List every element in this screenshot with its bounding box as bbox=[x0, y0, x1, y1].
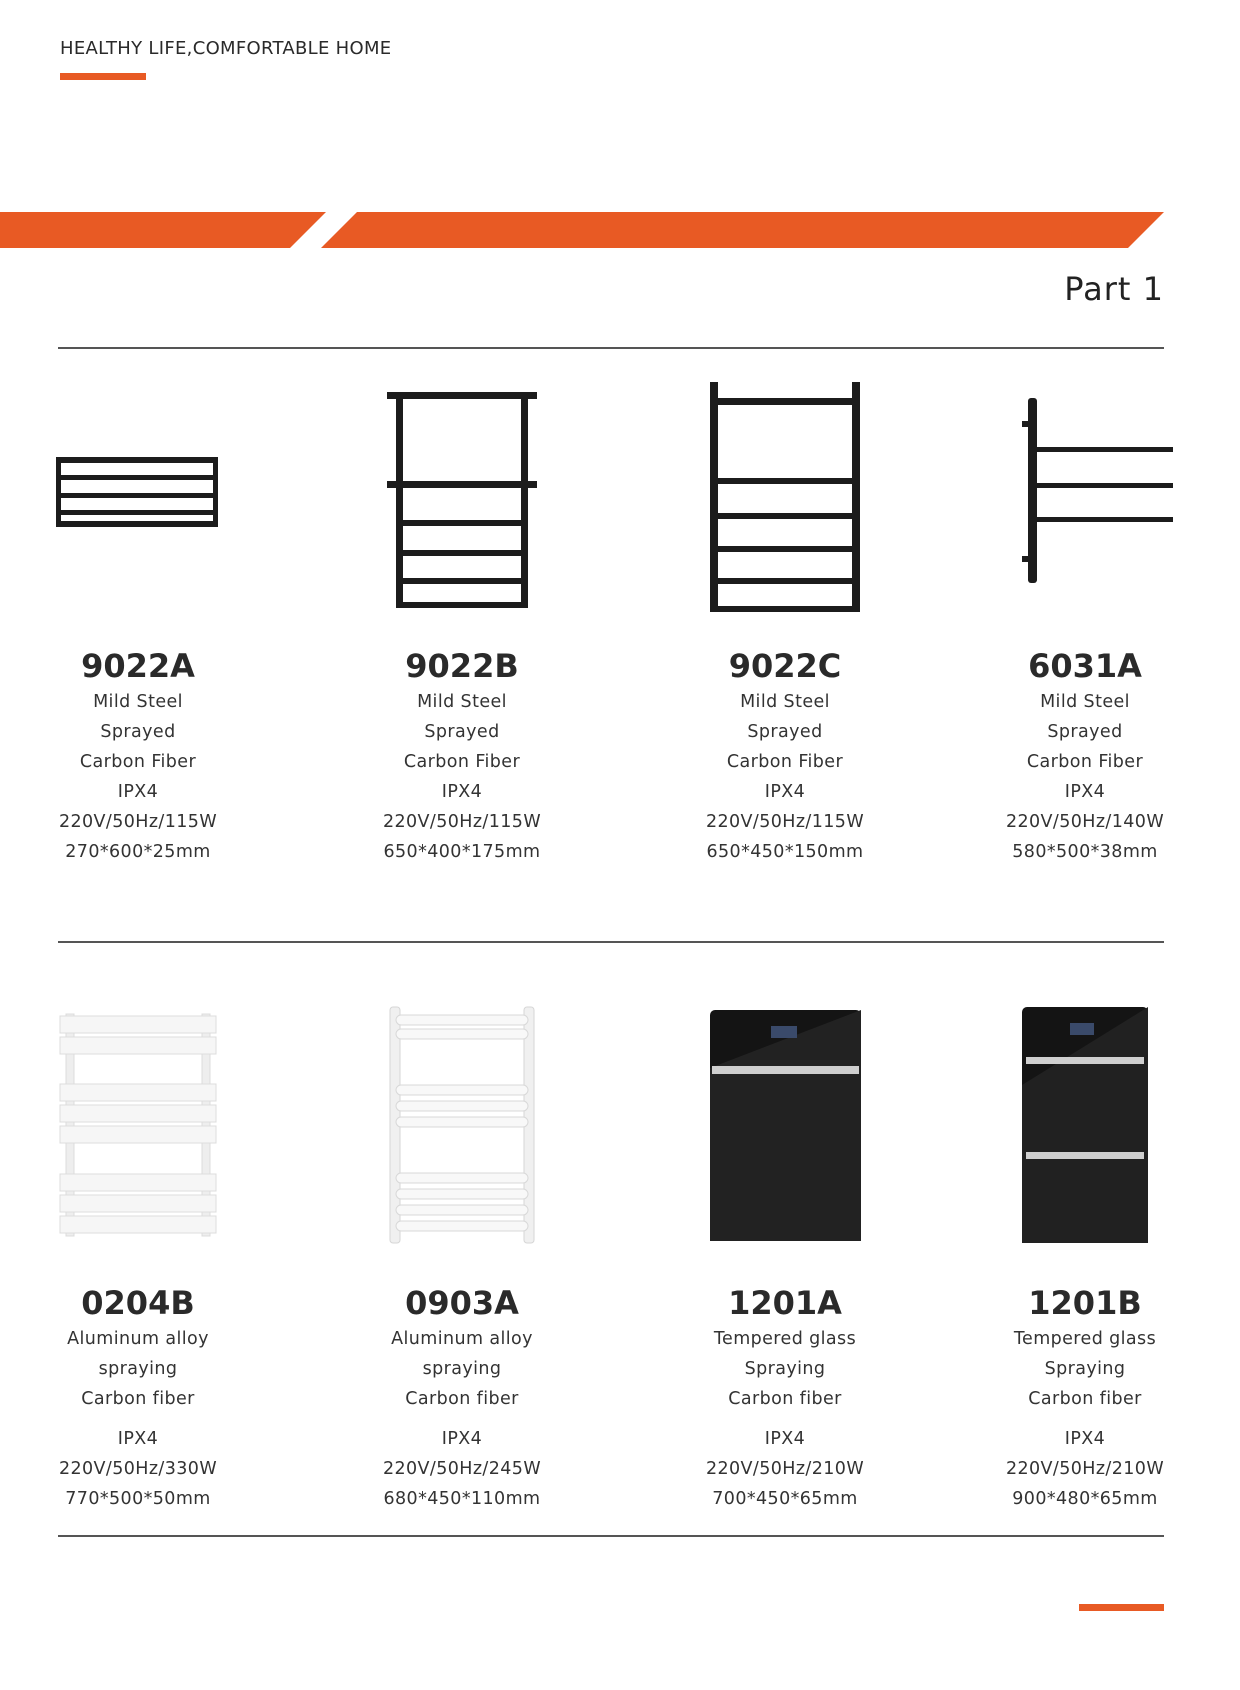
product-image bbox=[8, 360, 268, 625]
product-image bbox=[332, 990, 592, 1260]
product-image bbox=[655, 990, 915, 1260]
product-card-1201a bbox=[655, 990, 915, 1514]
tagline-underline bbox=[60, 73, 146, 80]
spec-ip-rating: IPX4 bbox=[441, 782, 483, 802]
model-number: 1201B bbox=[1028, 1284, 1142, 1322]
page-tagline: HEALTHY LIFE,COMFORTABLE HOME bbox=[60, 38, 392, 59]
spec-ip-rating: IPX4 bbox=[764, 782, 806, 802]
spec-power: 220V/50Hz/210W bbox=[1005, 1459, 1165, 1479]
spec-heating: Carbon fiber bbox=[405, 1389, 519, 1409]
spec-ip-rating: IPX4 bbox=[1064, 782, 1106, 802]
black-glass-panel-two-bars-icon bbox=[1020, 1005, 1150, 1245]
product-card-9022a bbox=[8, 360, 268, 867]
footer-accent-bar bbox=[1079, 1604, 1164, 1611]
spec-ip-rating: IPX4 bbox=[441, 1429, 483, 1449]
spec-finish: Sprayed bbox=[424, 722, 500, 742]
divider-middle bbox=[58, 941, 1164, 943]
spec-power: 220V/50Hz/115W bbox=[58, 812, 218, 832]
spec-material: Tempered glass bbox=[713, 1329, 857, 1349]
black-glass-panel-one-bar-icon bbox=[708, 1008, 863, 1243]
spec-heating: Carbon fiber bbox=[728, 1389, 842, 1409]
spec-power: 220V/50Hz/330W bbox=[58, 1459, 218, 1479]
spec-finish: Sprayed bbox=[100, 722, 176, 742]
spec-heating: Carbon Fiber bbox=[1026, 752, 1144, 772]
spec-dimensions: 680*450*110mm bbox=[383, 1489, 541, 1509]
spec-material: Tempered glass bbox=[1013, 1329, 1157, 1349]
spec-dimensions: 650*450*150mm bbox=[706, 842, 864, 862]
spec-ip-rating: IPX4 bbox=[1064, 1429, 1106, 1449]
spec-material: Aluminum alloy bbox=[391, 1329, 533, 1349]
spec-dimensions: 900*480*65mm bbox=[1012, 1489, 1158, 1509]
orange-banner bbox=[0, 212, 1240, 248]
model-number: 9022B bbox=[405, 647, 519, 685]
spec-dimensions: 700*450*65mm bbox=[712, 1489, 858, 1509]
spec-heating: Carbon fiber bbox=[1028, 1389, 1142, 1409]
spec-power: 220V/50Hz/115W bbox=[705, 812, 865, 832]
product-card-0903a bbox=[332, 990, 592, 1514]
model-number: 9022A bbox=[81, 647, 195, 685]
spec-finish: spraying bbox=[422, 1359, 502, 1379]
black-ladder-towel-rail-shelf-icon bbox=[382, 370, 542, 615]
spec-power: 220V/50Hz/140W bbox=[1005, 812, 1165, 832]
spec-finish: Spraying bbox=[1044, 1359, 1126, 1379]
spec-material: Mild Steel bbox=[417, 692, 507, 712]
divider-top bbox=[58, 347, 1164, 349]
spec-finish: spraying bbox=[98, 1359, 178, 1379]
spec-power: 220V/50Hz/115W bbox=[382, 812, 542, 832]
black-ladder-towel-rail-icon bbox=[700, 368, 870, 618]
spec-material: Mild Steel bbox=[1040, 692, 1130, 712]
product-image bbox=[332, 360, 592, 625]
black-swivel-towel-rail-icon bbox=[998, 393, 1173, 593]
spec-heating: Carbon Fiber bbox=[79, 752, 197, 772]
spec-gap bbox=[332, 1414, 592, 1424]
spec-dimensions: 270*600*25mm bbox=[65, 842, 211, 862]
banner-right-segment bbox=[321, 212, 1164, 248]
spec-ip-rating: IPX4 bbox=[117, 782, 159, 802]
spec-power: 220V/50Hz/210W bbox=[705, 1459, 865, 1479]
white-flat-panel-towel-rail-icon bbox=[58, 1010, 218, 1240]
black-horizontal-towel-rail-icon bbox=[53, 453, 223, 533]
spec-finish: Sprayed bbox=[1047, 722, 1123, 742]
spec-heating: Carbon Fiber bbox=[403, 752, 521, 772]
spec-heating: Carbon Fiber bbox=[726, 752, 844, 772]
white-tube-towel-rail-icon bbox=[382, 1005, 542, 1245]
spec-ip-rating: IPX4 bbox=[117, 1429, 159, 1449]
product-card-6031a bbox=[955, 360, 1215, 867]
product-card-9022b bbox=[332, 360, 592, 867]
product-card-9022c bbox=[655, 360, 915, 867]
model-number: 1201A bbox=[728, 1284, 842, 1322]
product-image bbox=[8, 990, 268, 1260]
product-image bbox=[955, 990, 1215, 1260]
banner-left-segment bbox=[0, 212, 326, 248]
model-number: 6031A bbox=[1028, 647, 1142, 685]
spec-dimensions: 580*500*38mm bbox=[1012, 842, 1158, 862]
spec-dimensions: 770*500*50mm bbox=[65, 1489, 211, 1509]
divider-bottom bbox=[58, 1535, 1164, 1537]
spec-material: Mild Steel bbox=[740, 692, 830, 712]
model-number: 0903A bbox=[405, 1284, 519, 1322]
spec-heating: Carbon fiber bbox=[81, 1389, 195, 1409]
section-part-label: Part 1 bbox=[1064, 270, 1164, 308]
spec-gap bbox=[655, 1414, 915, 1424]
spec-material: Mild Steel bbox=[93, 692, 183, 712]
model-number: 9022C bbox=[728, 647, 842, 685]
spec-material: Aluminum alloy bbox=[67, 1329, 209, 1349]
product-image bbox=[955, 360, 1215, 625]
spec-dimensions: 650*400*175mm bbox=[383, 842, 541, 862]
product-card-1201b bbox=[955, 990, 1215, 1514]
product-image bbox=[655, 360, 915, 625]
spec-ip-rating: IPX4 bbox=[764, 1429, 806, 1449]
model-number: 0204B bbox=[81, 1284, 195, 1322]
spec-gap bbox=[955, 1414, 1215, 1424]
spec-finish: Spraying bbox=[744, 1359, 826, 1379]
spec-finish: Sprayed bbox=[747, 722, 823, 742]
spec-power: 220V/50Hz/245W bbox=[382, 1459, 542, 1479]
spec-gap bbox=[8, 1414, 268, 1424]
product-card-0204b bbox=[8, 990, 268, 1514]
